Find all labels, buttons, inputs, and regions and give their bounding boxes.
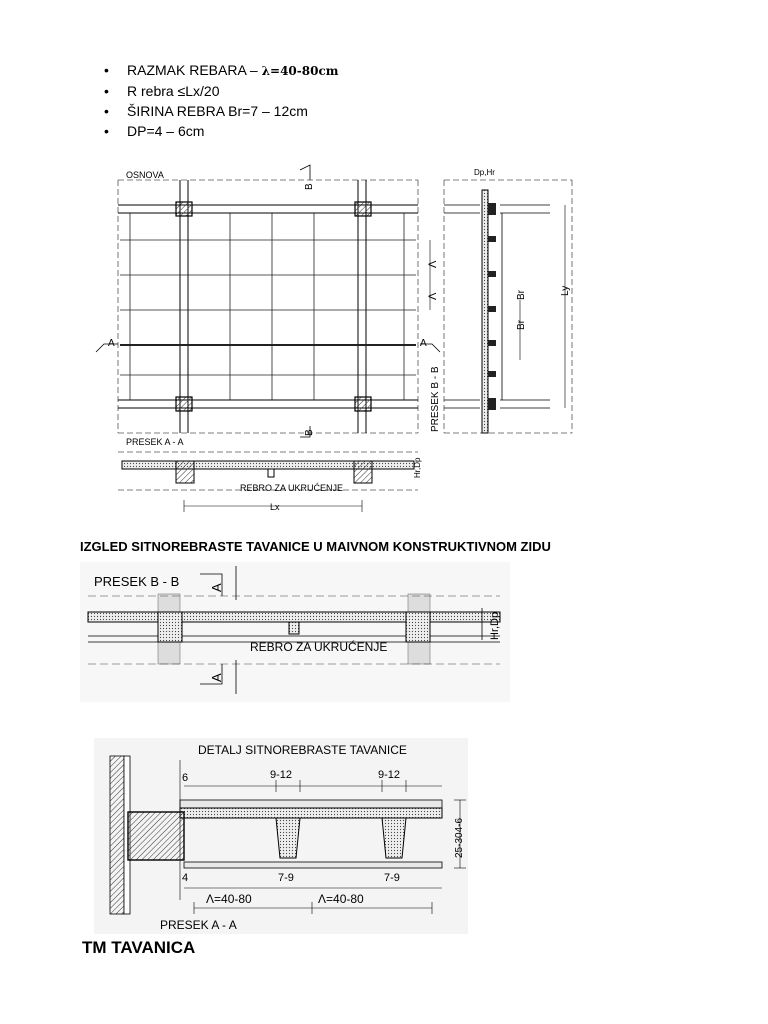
dim-7-9-left-label: 7-9 xyxy=(278,872,294,884)
slab-thickness-text: DP=4 – 6cm xyxy=(127,123,205,139)
presek-aa-label: PRESEK A - A xyxy=(126,437,184,447)
br-label-1: Br xyxy=(516,290,527,300)
lambda-right-label: Λ=40-80 xyxy=(318,892,364,906)
hr-dp-label-aa: Hr,Dp xyxy=(413,457,422,478)
detail-presek-label: PRESEK A - A xyxy=(160,918,237,932)
dim-6-label: 6 xyxy=(182,772,189,784)
heading-massive-wall: IZGLED SITNOREBRASTE TAVANICE U MAIVNOM KONSTRUKTIVNOM ZIDU xyxy=(80,539,551,554)
section-bb-title: PRESEK B - B xyxy=(94,574,180,589)
dim-7-9-right-label: 7-9 xyxy=(384,872,400,884)
section-b-bottom-label: B xyxy=(304,429,315,436)
section-a-left-label: A xyxy=(108,338,115,349)
rib-width-text: ŠIRINA REBRA Br=7 – 12cm xyxy=(127,103,308,119)
rib-spacing-value: λ=40-80cm xyxy=(261,64,339,78)
section-a-top-marker: A xyxy=(209,583,224,592)
ly-label: Ly xyxy=(560,285,571,296)
lx-label: Lx xyxy=(270,502,280,512)
presek-bb-vertical-label: PRESEK B - B xyxy=(430,366,441,432)
section-a-right-label: A xyxy=(420,338,427,349)
lambda-left-label: Λ=40-80 xyxy=(206,892,252,906)
dim-4-label: 4 xyxy=(182,872,189,884)
br-label-2: Br xyxy=(516,320,527,330)
section-b-top-label: B xyxy=(304,183,315,190)
hr-dp-label-bb: Hr,Dp xyxy=(489,611,501,640)
rib-spacing-label: RAZMAK REBARA – xyxy=(127,62,262,78)
dim-9-12-left-label: 9-12 xyxy=(270,769,293,781)
rebro-label-aa: REBRO ZA UKRUĆENJE xyxy=(240,483,344,493)
dim-9-12-right-label: 9-12 xyxy=(378,769,401,781)
osnova-label: OSNOVA xyxy=(126,170,164,180)
rebro-label-bb: REBRO ZA UKRUĆENJE xyxy=(250,640,388,654)
section-a-bottom-marker: A xyxy=(209,673,224,682)
dp-hr-label: Dp,Hr xyxy=(474,168,495,177)
detail-title: DETALJ SITNOREBRASTE TAVANICE xyxy=(198,743,407,757)
heading-tm-tavanica: TM TAVANICA xyxy=(82,938,196,957)
lambda-label-2: Λ xyxy=(427,292,439,300)
rib-height-text: R rebra ≤Lx/20 xyxy=(127,83,220,99)
height-dim-label: 25-304-6 xyxy=(454,817,465,858)
lambda-label-1: Λ xyxy=(427,260,439,268)
